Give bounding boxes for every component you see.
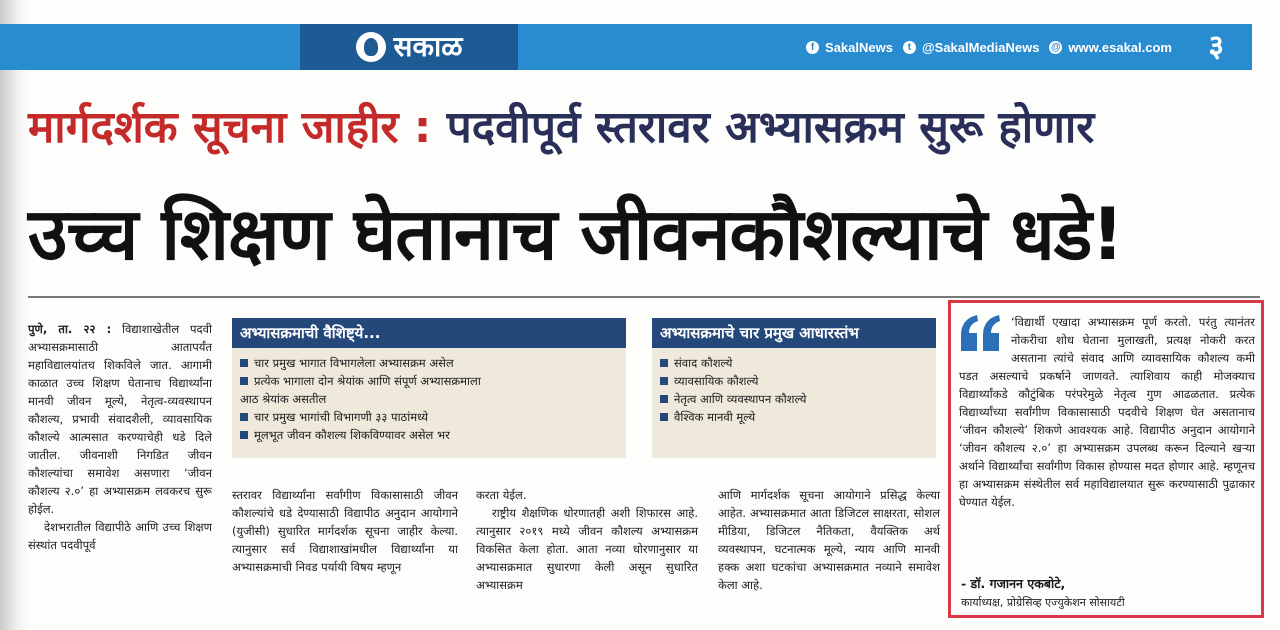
main-headline: उच्च शिक्षण घेतानाच जीवनकौशल्याचे धडे! xyxy=(28,192,1124,276)
page-number: ३ xyxy=(1208,29,1224,64)
facebook-icon: f xyxy=(806,41,819,54)
list-item xyxy=(240,372,618,390)
features-box xyxy=(232,318,626,458)
column3-para1: करता येईल. xyxy=(476,488,527,502)
logo-text: सकाळ xyxy=(393,30,463,63)
column3-para2: राष्ट्रीय शैक्षणिक धोरणातही अशी शिफारस आहे. त्यानुसार २०१९ मध्ये जीवन कौशल्य अभ्यासक्रम विकसित केला होता. आता नव्या धोरणानुसार या अभ्यासक्रमात सुधारणा केली असून सुधारित अभ्यासक्रम xyxy=(476,506,698,592)
list-item-text: प्रत्येक भागाला दोन श्रेयांक आणि संपूर्ण अभ्यासक्रमाला xyxy=(254,374,481,388)
bullet-square-icon xyxy=(240,377,248,385)
column1-para1: विद्याशाखेतील पदवी अभ्यासक्रमासाठी आतापर्यंत महाविद्यालयांतच शिकविले जात. आगामी काळात उच्च शिक्षण घेतानाच विद्यार्थ्यांना मानवी जीवन मूल्ये, नेतृत्व-व्यवस्थापन कौशल्य, प्रभावी संवादशैली, व्यावसायिक कौशल्ये आत्मसात करण्याचेही धडे दिले जातील. जीवनाशी निगडित जीवन कौशल्यांचा समावेश असणारा ‘जीवन कौशल्य २.०’ हा अभ्यासक्रम लवकरच सुरू होईल. xyxy=(28,322,212,516)
pillars-box-title: अभ्यासक्रमाचे चार प्रमुख आधारस्तंभ xyxy=(652,318,936,348)
features-list xyxy=(232,354,626,444)
article-column-1 xyxy=(28,320,212,554)
list-item xyxy=(240,408,618,426)
list-item-text: व्यावसायिक कौशल्ये xyxy=(674,374,759,388)
bullet-square-icon xyxy=(240,359,248,367)
list-item xyxy=(240,354,618,372)
sakal-logo xyxy=(300,24,518,70)
list-item xyxy=(660,408,928,426)
quote-author: - डॉ. गजानन एकबोटे, xyxy=(961,576,1066,591)
bullet-square-icon xyxy=(660,377,668,385)
social-links xyxy=(806,24,1172,70)
list-item xyxy=(240,426,618,444)
article-column-3 xyxy=(476,486,698,594)
article-column-2 xyxy=(232,486,458,576)
list-item xyxy=(660,390,928,408)
pillars-box xyxy=(652,318,936,458)
kicker-headline xyxy=(28,96,1094,160)
quote-text-block xyxy=(959,313,1255,511)
list-item-text: आठ श्रेयांक असतील xyxy=(240,392,327,406)
kicker-red-part: मार्गदर्शक सूचना जाहीर : xyxy=(28,102,432,153)
bullet-square-icon xyxy=(660,359,668,367)
quote-text: ‘विद्यार्थी एखादा अभ्यासक्रम पूर्ण करतो. परंतु त्यानंतर नोकरीचा शोध घेताना मुलाखती, प्रत्यक्ष नोकरी करत असताना त्यांचे संवाद आणि व्यावसायिक कौशल्य कमी पडत असल्याचे प्रकर्षाने जाणवते. त्याशिवाय काही मोजक्याच विद्यार्थ्यांकडे कौटुंबिक परंपरेमुळे नेतृत्व गुण आढळतात. प्रत्येक विद्यार्थ्यांच्या सर्वांगीण विकासासाठी पदवीचे शिक्षण घेत असतानाच ‘जीवन कौशल्ये’ शिकणे आवश्यक आहे. विद्यापीठ अनुदान आयोगाने ‘जीवन कौशल्य २.०’ हा अभ्यासक्रम उपलब्ध करून दिल्याने खऱ्या अर्थाने विद्यार्थ्यांचा सर्वांगीण विकास होण्यास मदत होणार आहे. म्हणूनच हा अभ्यासक्रम संस्थेतील सर्व महाविद्यालयात सुरू करण्यासाठी पुढाकार घेण्यात येईल. xyxy=(959,315,1255,509)
list-item-text: संवाद कौशल्ये xyxy=(674,356,733,370)
website-url: www.esakal.com xyxy=(1068,39,1172,55)
column4-text: आणि मार्गदर्शक सूचना आयोगाने प्रसिद्ध केल्या आहेत. अभ्यासक्रमात आता डिजिटल साक्षरता, सोशल मीडिया, डिजिटल नैतिकता, वैयक्तिक अर्थ व्यवस्थापन, घटनात्मक मूल्ये, न्याय आणि मानवी हक्क अशा घटकांचा अभ्यासक्रमात नव्याने समावेश केला आहे. xyxy=(718,488,940,592)
bullet-square-icon xyxy=(660,413,668,421)
logo-emblem-icon xyxy=(356,32,386,62)
list-item-continued xyxy=(240,390,618,408)
list-item-text: चार प्रमुख भागात विभागलेला अभ्यासक्रम असेल xyxy=(254,356,454,370)
quote-box xyxy=(948,300,1264,618)
column2-text: स्तरावर विद्यार्थ्यांना सर्वांगीण विकासासाठी जीवन कौशल्यांचे धडे देण्यासाठी विद्यापीठ अनुदान आयोगाने (युजीसी) सुधारित मार्गदर्शक सूचना जाहीर केल्या. त्यानुसार सर्व विद्याशाखांमधील विद्यार्थ्यांना या अभ्यासक्रमाची निवड पर्यायी विषय म्हणून xyxy=(232,488,458,574)
features-box-title: अभ्यासक्रमाची वैशिष्ट्ये... xyxy=(232,318,626,348)
bullet-square-icon xyxy=(660,395,668,403)
dateline: पुणे, ता. २२ : xyxy=(28,322,112,336)
kicker-navy-part: पदवीपूर्व स्तरावर अभ्यासक्रम सुरू होणार xyxy=(431,102,1095,153)
pillars-list xyxy=(652,354,936,426)
twitter-icon: t xyxy=(903,41,916,54)
quote-author-role: कार्याध्यक्ष, प्रोग्रेसिव्ह एज्युकेशन सोसायटी xyxy=(961,596,1125,609)
twitter-handle: @SakalMediaNews xyxy=(921,39,1040,55)
headline-divider xyxy=(28,296,1260,298)
page-fold-shadow xyxy=(0,0,28,630)
quote-icon-space xyxy=(959,313,1011,363)
web-icon: @ xyxy=(1051,41,1061,53)
bullet-square-icon xyxy=(240,431,248,439)
list-item xyxy=(660,354,928,372)
list-item-text: नेतृत्व आणि व्यवस्थापन कौशल्ये xyxy=(674,392,807,406)
column1-para2: देशभरातील विद्यापीठे आणि उच्च शिक्षण संस्थांत पदवीपूर्व xyxy=(28,520,212,552)
list-item xyxy=(660,372,928,390)
article-column-4 xyxy=(718,486,940,594)
list-item-text: मूलभूत जीवन कौशल्य शिकविण्यावर असेल भर xyxy=(254,428,450,442)
facebook-handle: SakalNews xyxy=(825,39,893,55)
list-item-text: चार प्रमुख भागांची विभागणी ३३ पाठांमध्ये xyxy=(254,410,429,424)
masthead-bar xyxy=(0,24,1252,70)
list-item-text: वैश्विक मानवी मूल्ये xyxy=(674,410,756,424)
bullet-square-icon xyxy=(240,413,248,421)
